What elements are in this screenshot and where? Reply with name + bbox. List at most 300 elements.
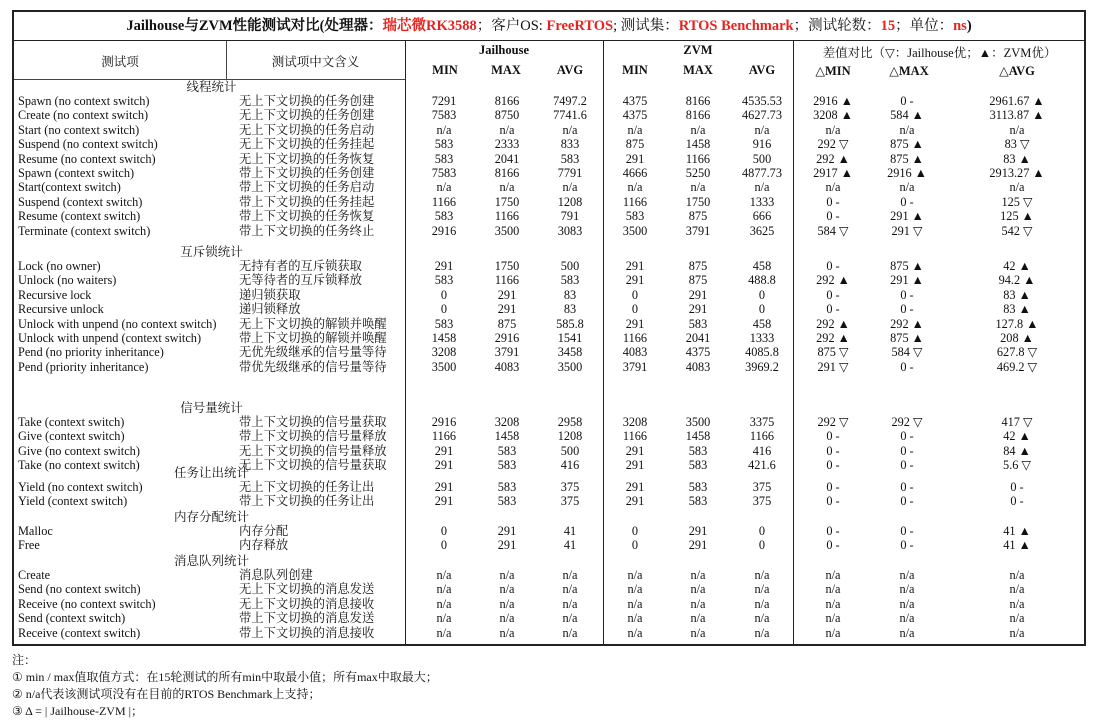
delta-min-cell: 0 -	[826, 209, 840, 224]
zvm-avg-cell: 1166	[749, 429, 775, 444]
test-item-name: Resume (context switch)	[18, 209, 141, 224]
zvm-max-cell: n/a	[690, 122, 706, 137]
delta-max-cell: 0 -	[900, 302, 914, 317]
test-item-cn: 带优先级继承的信号量等待	[239, 359, 387, 374]
title-unit: ns	[953, 18, 967, 34]
notes-label: 注：	[12, 653, 37, 667]
delta-max-cell: 291 ▲	[890, 273, 924, 288]
table-row	[14, 180, 1084, 194]
zvm-avg-cell: 458	[752, 259, 772, 273]
jailhouse-max-cell: 8166	[494, 166, 520, 180]
jailhouse-max-cell: 3500	[494, 223, 520, 238]
table-row	[14, 108, 1084, 122]
test-item-name: Free	[18, 538, 40, 553]
table-row	[14, 480, 1084, 494]
jailhouse-avg-cell: n/a	[562, 596, 578, 611]
delta-min-cell: 2917 ▲	[813, 166, 853, 180]
header-test-item: 测试项	[101, 55, 139, 69]
jailhouse-avg-cell: 83	[563, 287, 577, 302]
zvm-avg-cell: 458	[752, 316, 772, 331]
delta-min-cell: n/a	[825, 611, 841, 626]
test-item-name: Receive (context switch)	[18, 625, 141, 640]
table-row	[14, 259, 1084, 273]
test-item-name: Create	[18, 568, 51, 582]
jailhouse-min-cell: 583	[434, 209, 454, 224]
test-item-cn: 带上下文切换的解锁并唤醒	[239, 331, 387, 345]
test-item-cn: 递归锁释放	[239, 302, 301, 317]
header-d-min: △MIN	[815, 64, 851, 78]
delta-min-cell: 291 ▽	[817, 359, 849, 374]
test-item-cn: 消息队列创建	[239, 568, 313, 582]
zvm-min-cell: n/a	[627, 596, 643, 611]
jailhouse-avg-cell: 585.8	[556, 316, 584, 331]
delta-avg-cell: 94.2 ▲	[998, 273, 1036, 288]
jailhouse-avg-cell: 1541	[557, 331, 583, 345]
zvm-max-cell: 1750	[685, 194, 711, 209]
zvm-avg-cell: 916	[752, 137, 772, 152]
test-item-name: Unlock with unpend (no context switch)	[18, 316, 217, 331]
jailhouse-min-cell: 583	[434, 273, 454, 288]
zvm-avg-cell: 3625	[749, 223, 775, 238]
section-title: 信号量统计	[180, 401, 243, 415]
jailhouse-max-cell: n/a	[499, 180, 515, 195]
table-row	[14, 494, 1084, 508]
test-item-name: Spawn (no context switch)	[18, 94, 150, 108]
zvm-min-cell: 0	[631, 302, 639, 317]
delta-max-cell: 875 ▲	[890, 331, 924, 345]
test-item-name: Start(context switch)	[18, 180, 121, 195]
jailhouse-max-cell: n/a	[499, 122, 515, 137]
test-item-cn: 内存释放	[239, 538, 289, 553]
delta-avg-cell: n/a	[1009, 568, 1025, 582]
delta-min-cell: 292 ▲	[816, 151, 850, 166]
header-test-item-cn: 测试项中文含义	[271, 55, 360, 69]
zvm-min-cell: 3500	[622, 223, 648, 238]
jailhouse-min-cell: 3500	[431, 359, 457, 374]
zvm-avg-cell: 375	[752, 480, 772, 494]
jailhouse-avg-cell: n/a	[562, 122, 578, 137]
table-row	[14, 444, 1084, 458]
jailhouse-min-cell: 291	[434, 494, 454, 509]
test-item-name: Recursive unlock	[18, 302, 104, 317]
delta-avg-cell: 83 ▲	[1003, 302, 1031, 317]
delta-max-cell: 875 ▲	[890, 151, 924, 166]
test-item-cn: 无持有者的互斥锁获取	[239, 259, 362, 273]
header-jailhouse: Jailhouse	[478, 43, 529, 57]
jailhouse-max-cell: 1166	[494, 209, 520, 224]
jailhouse-max-cell: 583	[497, 443, 517, 458]
table-row	[14, 288, 1084, 302]
test-item-cn: 无上下文切换的解锁并唤醒	[239, 316, 387, 331]
test-item-cn: 带上下文切换的任务恢复	[239, 209, 375, 224]
delta-avg-cell: 83 ▲	[1003, 151, 1031, 166]
jailhouse-min-cell: 0	[440, 524, 448, 538]
table-row	[14, 331, 1084, 345]
zvm-max-cell: 875	[688, 273, 708, 288]
header-diff: 差值对比（▽：Jailhouse优；▲：ZVM优）	[822, 46, 1057, 60]
title-suite: RTOS Benchmark	[678, 18, 794, 34]
zvm-avg-cell: 3375	[749, 415, 775, 429]
delta-min-cell: n/a	[825, 625, 841, 640]
zvm-max-cell: 291	[688, 302, 708, 317]
test-item-cn: 无上下文切换的任务创建	[239, 108, 375, 123]
jailhouse-avg-cell: 1208	[557, 429, 583, 444]
delta-min-cell: 292 ▽	[817, 415, 849, 429]
delta-min-cell: 0 -	[826, 429, 840, 444]
note-item: ① min / max值取值方式：在15轮测试的所有min中取最小值；所有max中取最大；	[12, 670, 438, 684]
table-row	[14, 123, 1084, 137]
delta-avg-cell: 42 ▲	[1003, 429, 1031, 444]
zvm-max-cell: 291	[688, 524, 708, 538]
delta-max-cell: 0 -	[900, 359, 914, 374]
title-suffix: )	[966, 18, 972, 34]
jailhouse-min-cell: 1166	[431, 194, 457, 209]
test-item-cn: 带上下文切换的任务创建	[239, 166, 375, 180]
delta-max-cell: 0 -	[900, 538, 914, 553]
delta-avg-cell: 208 ▲	[1000, 331, 1034, 345]
delta-avg-cell: 5.6 ▽	[1003, 458, 1031, 473]
table-row	[14, 429, 1084, 443]
delta-avg-cell: n/a	[1009, 180, 1025, 195]
test-item-cn: 带上下文切换的消息发送	[239, 611, 375, 626]
zvm-max-cell: 2041	[685, 331, 711, 345]
zvm-min-cell: 291	[625, 494, 645, 509]
delta-min-cell: 0 -	[826, 443, 840, 458]
header-z-min: MIN	[622, 63, 648, 77]
jailhouse-max-cell: n/a	[499, 568, 515, 582]
jailhouse-min-cell: 583	[434, 151, 454, 166]
jailhouse-max-cell: n/a	[499, 582, 515, 597]
zvm-max-cell: 1458	[685, 137, 711, 152]
delta-max-cell: n/a	[899, 625, 915, 640]
test-item-cn: 无上下文切换的消息发送	[239, 582, 375, 597]
zvm-min-cell: 291	[625, 316, 645, 331]
delta-avg-cell: 83 ▽	[1004, 137, 1030, 152]
zvm-min-cell: n/a	[627, 582, 643, 597]
zvm-max-cell: 3500	[685, 415, 711, 429]
title-sep: ；客户OS:	[476, 18, 547, 34]
zvm-max-cell: 583	[688, 494, 708, 509]
delta-avg-cell: 125 ▲	[1000, 209, 1034, 224]
zvm-avg-cell: 488.8	[748, 273, 776, 288]
test-item-cn: 无上下文切换的任务恢复	[239, 151, 375, 166]
jailhouse-avg-cell: 7497.2	[553, 94, 587, 108]
delta-min-cell: n/a	[825, 568, 841, 582]
jailhouse-max-cell: 583	[497, 480, 517, 494]
zvm-min-cell: 3791	[622, 359, 648, 374]
jailhouse-max-cell: 583	[497, 494, 517, 509]
header-d-avg: △AVG	[999, 64, 1035, 78]
zvm-avg-cell: 4627.73	[742, 108, 782, 123]
zvm-avg-cell: 416	[752, 443, 772, 458]
table-row	[14, 538, 1084, 552]
jailhouse-min-cell: 0	[440, 302, 448, 317]
zvm-max-cell: 291	[688, 538, 708, 553]
test-item-name: Send (context switch)	[18, 611, 126, 626]
test-item-name: Suspend (context switch)	[18, 194, 143, 209]
jailhouse-avg-cell: 83	[563, 302, 577, 317]
jailhouse-avg-cell: 583	[560, 273, 580, 288]
test-item-name: Suspend (no context switch)	[18, 137, 158, 152]
jailhouse-avg-cell: 7791	[557, 166, 583, 180]
jailhouse-avg-cell: 41	[563, 524, 577, 538]
delta-min-cell: 875 ▽	[817, 345, 849, 360]
zvm-avg-cell: n/a	[754, 568, 770, 582]
zvm-avg-cell: 666	[752, 209, 772, 224]
delta-min-cell: 0 -	[826, 287, 840, 302]
jailhouse-min-cell: n/a	[436, 611, 452, 626]
zvm-min-cell: 1166	[622, 194, 648, 209]
jailhouse-max-cell: 291	[497, 302, 517, 317]
header-j-avg: AVG	[556, 63, 584, 77]
zvm-max-cell: 583	[688, 458, 708, 473]
zvm-avg-cell: n/a	[754, 180, 770, 195]
title-rounds: 15	[880, 18, 896, 34]
jailhouse-max-cell: 8750	[494, 108, 520, 123]
test-item-cn: 带上下文切换的信号量获取	[239, 415, 387, 429]
zvm-avg-cell: n/a	[754, 596, 770, 611]
delta-min-cell: 0 -	[826, 194, 840, 209]
delta-max-cell: 292 ▽	[891, 415, 923, 429]
jailhouse-min-cell: 2916	[431, 223, 457, 238]
zvm-min-cell: 291	[625, 458, 645, 473]
test-item-cn: 无优先级继承的信号量等待	[239, 345, 387, 360]
jailhouse-avg-cell: n/a	[562, 180, 578, 195]
jailhouse-avg-cell: n/a	[562, 611, 578, 626]
delta-max-cell: 0 -	[900, 443, 914, 458]
jailhouse-avg-cell: 2958	[557, 415, 583, 429]
test-item-cn: 无上下文切换的任务挂起	[239, 137, 375, 152]
zvm-max-cell: 291	[688, 287, 708, 302]
test-item-name: Unlock with unpend (context switch)	[18, 331, 202, 345]
delta-avg-cell: 627.8 ▽	[996, 345, 1038, 360]
delta-min-cell: 0 -	[826, 458, 840, 473]
note-item: ② n/a代表该测试项没有在目前的RTOS Benchmark上支持；	[12, 687, 321, 701]
jailhouse-avg-cell: 375	[560, 480, 580, 494]
title-prefix: Jailhouse与ZVM性能测试对比(处理器：	[126, 18, 383, 34]
delta-max-cell: 0 -	[900, 194, 914, 209]
delta-max-cell: 292 ▲	[890, 316, 924, 331]
zvm-max-cell: n/a	[690, 582, 706, 597]
zvm-avg-cell: n/a	[754, 625, 770, 640]
zvm-avg-cell: 0	[758, 524, 766, 538]
test-item-name: Give (context switch)	[18, 429, 125, 444]
jailhouse-min-cell: n/a	[436, 568, 452, 582]
jailhouse-avg-cell: 1208	[557, 194, 583, 209]
zvm-min-cell: 291	[625, 151, 645, 166]
zvm-avg-cell: n/a	[754, 582, 770, 597]
jailhouse-avg-cell: 375	[560, 494, 580, 509]
section-title: 任务让出统计	[173, 466, 249, 480]
zvm-max-cell: 875	[688, 209, 708, 224]
section-title: 互斥锁统计	[180, 245, 243, 259]
test-item-name: Create (no context switch)	[18, 108, 149, 123]
delta-min-cell: 0 -	[826, 494, 840, 509]
test-item-name: Pend (no priority inheritance)	[18, 345, 164, 360]
delta-max-cell: 0 -	[900, 524, 914, 538]
delta-avg-cell: 41 ▲	[1003, 538, 1031, 553]
zvm-max-cell: 4375	[685, 345, 711, 360]
jailhouse-min-cell: 291	[434, 480, 454, 494]
jailhouse-avg-cell: 3500	[557, 359, 583, 374]
delta-max-cell: 0 -	[900, 287, 914, 302]
delta-max-cell: n/a	[899, 180, 915, 195]
table-row	[14, 360, 1084, 374]
table-row	[14, 224, 1084, 238]
delta-min-cell: 584 ▽	[817, 223, 849, 238]
delta-avg-cell: n/a	[1009, 582, 1025, 597]
delta-max-cell: 875 ▲	[890, 137, 924, 152]
zvm-max-cell: 8166	[685, 94, 711, 108]
jailhouse-min-cell: 583	[434, 137, 454, 152]
test-item-name: Malloc	[18, 524, 53, 538]
zvm-min-cell: n/a	[627, 568, 643, 582]
delta-max-cell: 0 -	[900, 429, 914, 444]
zvm-avg-cell: 4535.53	[742, 94, 782, 108]
zvm-min-cell: n/a	[627, 611, 643, 626]
zvm-max-cell: 583	[688, 316, 708, 331]
jailhouse-min-cell: 291	[434, 259, 454, 273]
delta-avg-cell: n/a	[1009, 611, 1025, 626]
delta-avg-cell: 0 -	[1010, 480, 1024, 494]
zvm-max-cell: 3791	[685, 223, 711, 238]
jailhouse-avg-cell: n/a	[562, 568, 578, 582]
jailhouse-avg-cell: 416	[560, 458, 580, 473]
test-item-cn: 带上下文切换的任务终止	[239, 223, 375, 238]
zvm-avg-cell: 1333	[749, 331, 775, 345]
jailhouse-max-cell: 8166	[494, 94, 520, 108]
delta-max-cell: n/a	[899, 122, 915, 137]
delta-avg-cell: 42 ▲	[1003, 259, 1031, 273]
test-item-name: Give (no context switch)	[18, 443, 140, 458]
zvm-min-cell: n/a	[627, 122, 643, 137]
zvm-max-cell: n/a	[690, 611, 706, 626]
test-item-name: Take (no context switch)	[18, 458, 140, 473]
zvm-min-cell: 1166	[622, 331, 648, 345]
zvm-min-cell: 291	[625, 259, 645, 273]
jailhouse-avg-cell: n/a	[562, 582, 578, 597]
zvm-avg-cell: 421.6	[748, 458, 776, 473]
delta-max-cell: 291 ▲	[890, 209, 924, 224]
jailhouse-max-cell: n/a	[499, 596, 515, 611]
test-item-name: Unlock (no waiters)	[18, 273, 117, 288]
jailhouse-min-cell: 291	[434, 443, 454, 458]
jailhouse-max-cell: 2333	[494, 137, 520, 152]
delta-min-cell: 2916 ▲	[813, 94, 853, 108]
zvm-max-cell: 1458	[685, 429, 711, 444]
zvm-max-cell: 583	[688, 443, 708, 458]
delta-max-cell: n/a	[899, 582, 915, 597]
delta-min-cell: 292 ▲	[816, 316, 850, 331]
test-item-cn: 无上下文切换的任务让出	[239, 480, 375, 494]
header-j-min: MIN	[432, 63, 458, 77]
zvm-avg-cell: 4085.8	[745, 345, 779, 360]
jailhouse-avg-cell: 7741.6	[553, 108, 587, 123]
test-item-name: Lock (no owner)	[18, 259, 101, 273]
zvm-min-cell: n/a	[627, 625, 643, 640]
table-row	[14, 345, 1084, 359]
jailhouse-max-cell: 3208	[494, 415, 520, 429]
section-title: 消息队列统计	[173, 554, 249, 568]
title-sep: ；测试轮数：	[793, 18, 881, 34]
zvm-min-cell: 0	[631, 287, 639, 302]
delta-avg-cell: n/a	[1009, 122, 1025, 137]
table-row	[14, 137, 1084, 151]
jailhouse-avg-cell: 3458	[557, 345, 583, 360]
jailhouse-avg-cell: 583	[560, 151, 580, 166]
jailhouse-min-cell: 7583	[431, 166, 457, 180]
zvm-max-cell: n/a	[690, 180, 706, 195]
delta-avg-cell: 84 ▲	[1003, 443, 1031, 458]
zvm-min-cell: 291	[625, 480, 645, 494]
delta-avg-cell: 41 ▲	[1003, 524, 1031, 538]
delta-max-cell: 0 -	[900, 94, 914, 108]
zvm-max-cell: 8166	[685, 108, 711, 123]
delta-max-cell: 875 ▲	[890, 259, 924, 273]
test-item-cn: 带上下文切换的消息接收	[239, 625, 375, 640]
delta-min-cell: 292 ▲	[816, 331, 850, 345]
delta-avg-cell: 127.8 ▲	[995, 316, 1039, 331]
zvm-max-cell: 1166	[685, 151, 711, 166]
test-item-cn: 无上下文切换的信号量释放	[239, 443, 387, 458]
delta-avg-cell: 2961.67 ▲	[989, 94, 1045, 108]
delta-max-cell: 0 -	[900, 480, 914, 494]
zvm-avg-cell: 0	[758, 538, 766, 553]
zvm-min-cell: 3208	[622, 415, 648, 429]
zvm-max-cell: n/a	[690, 596, 706, 611]
zvm-min-cell: 0	[631, 524, 639, 538]
zvm-min-cell: 4375	[622, 108, 648, 123]
delta-max-cell: n/a	[899, 611, 915, 626]
title-processor: 瑞芯微RK3588	[382, 18, 477, 34]
test-item-cn: 递归锁获取	[239, 287, 301, 302]
zvm-avg-cell: 0	[758, 287, 766, 302]
section-title: 线程统计	[186, 80, 237, 94]
jailhouse-max-cell: 1750	[494, 259, 520, 273]
zvm-min-cell: 1166	[622, 429, 648, 444]
test-item-cn: 带上下文切换的任务让出	[239, 494, 375, 509]
delta-max-cell: 584 ▲	[890, 108, 924, 123]
jailhouse-avg-cell: 3083	[557, 223, 583, 238]
test-item-name: Start (no context switch)	[18, 122, 140, 137]
delta-min-cell: 3208 ▲	[813, 108, 853, 123]
delta-avg-cell: 469.2 ▽	[996, 359, 1038, 374]
test-item-name: Recursive lock	[18, 287, 92, 302]
jailhouse-max-cell: 291	[497, 524, 517, 538]
zvm-avg-cell: 500	[752, 151, 772, 166]
delta-max-cell: n/a	[899, 596, 915, 611]
jailhouse-max-cell: 291	[497, 538, 517, 553]
jailhouse-max-cell: 2916	[494, 331, 520, 345]
delta-min-cell: n/a	[825, 122, 841, 137]
jailhouse-min-cell: 7583	[431, 108, 457, 123]
table-row	[14, 415, 1084, 429]
delta-min-cell: n/a	[825, 180, 841, 195]
jailhouse-min-cell: n/a	[436, 122, 452, 137]
table-title	[14, 12, 1084, 41]
delta-max-cell: 584 ▽	[891, 345, 923, 360]
delta-avg-cell: n/a	[1009, 625, 1025, 640]
table-row	[14, 195, 1084, 209]
delta-avg-cell: 417 ▽	[1001, 415, 1033, 429]
jailhouse-max-cell: 583	[497, 458, 517, 473]
delta-min-cell: 292 ▲	[816, 273, 850, 288]
test-item-name: Pend (priority inheritance)	[18, 359, 149, 374]
footnotes	[12, 652, 438, 720]
test-item-name: Receive (no context switch)	[18, 596, 156, 611]
delta-avg-cell: n/a	[1009, 596, 1025, 611]
delta-min-cell: n/a	[825, 596, 841, 611]
